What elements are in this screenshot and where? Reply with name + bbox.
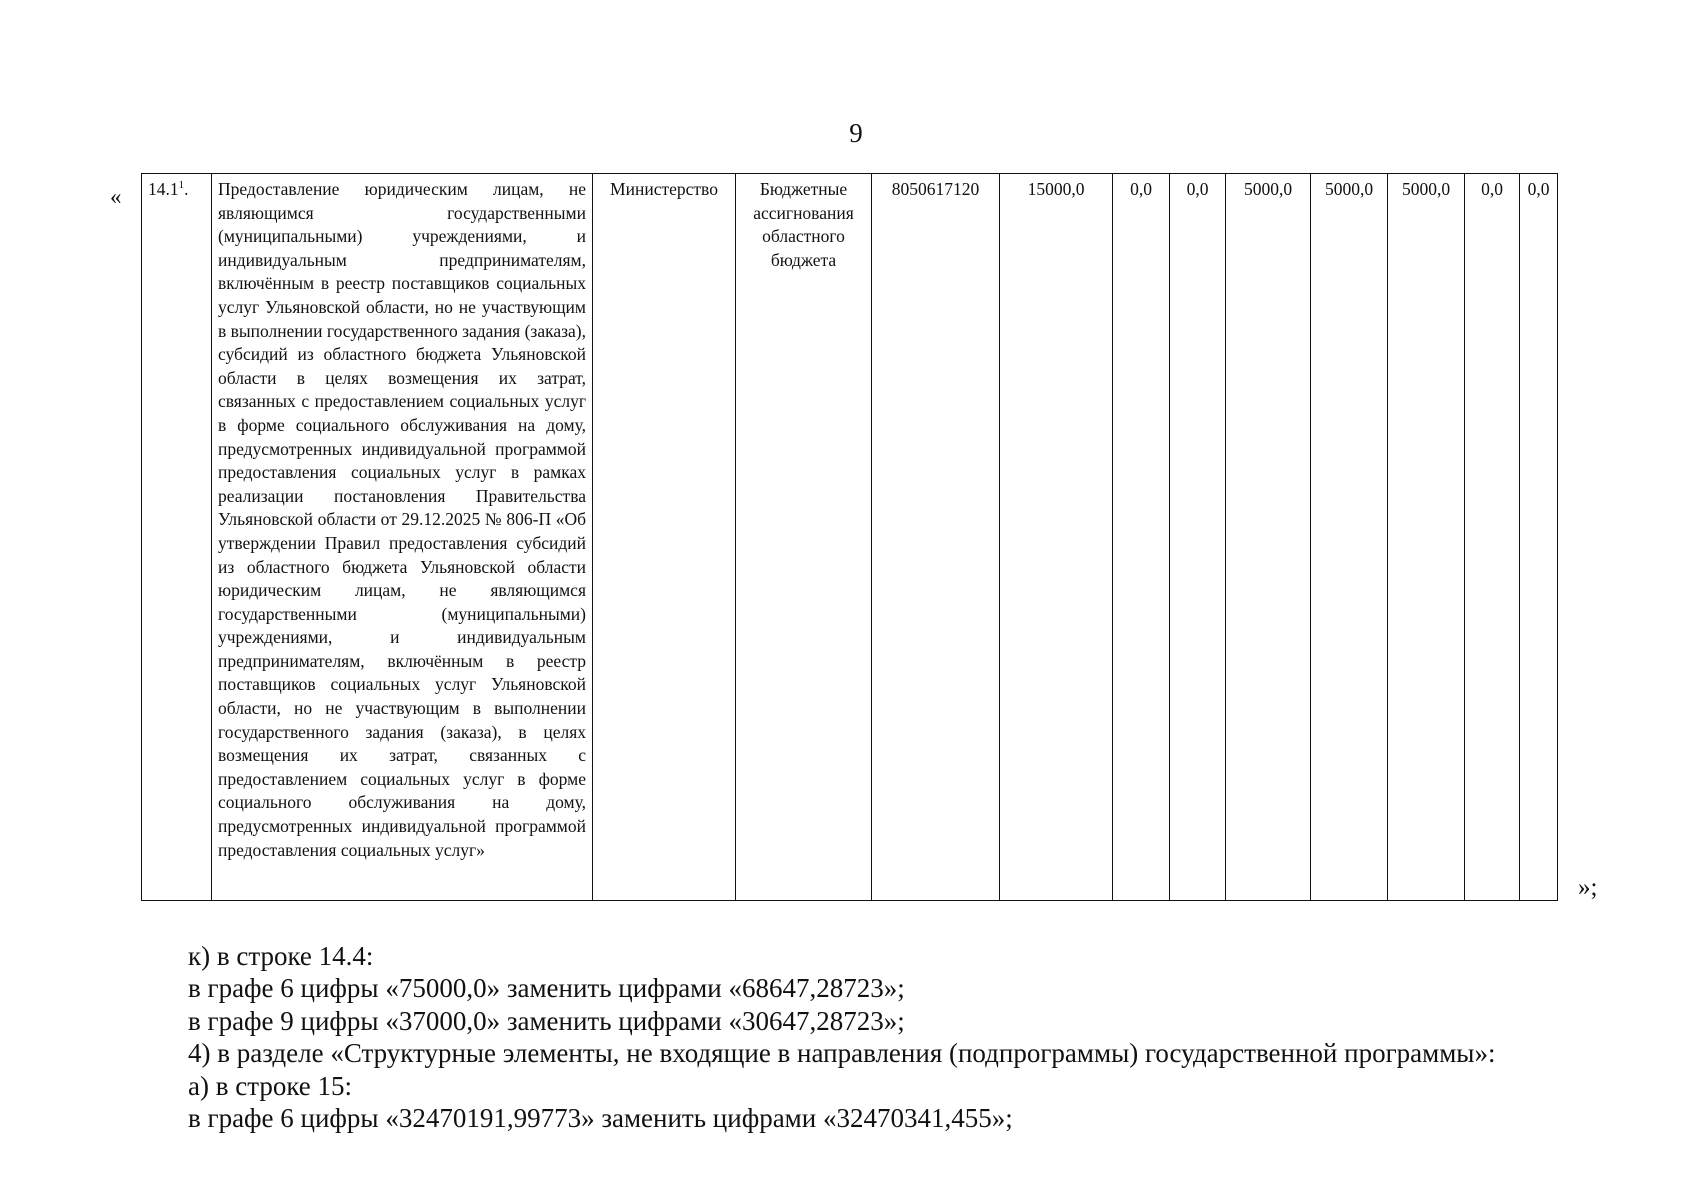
- row-value: 5000,0: [1324, 179, 1374, 199]
- row-value: 5000,0: [1401, 179, 1451, 199]
- row-budget-code-cell: [872, 174, 1000, 901]
- row-budget-code: 8050617120: [891, 179, 980, 199]
- program-table-row: [141, 173, 1558, 901]
- amendment-text: [188, 940, 1648, 1134]
- row-executor: Министерство: [610, 179, 718, 199]
- closing-quote-mark: »;: [1578, 874, 1598, 901]
- amendment-line: в графе 9 цифры «37000,0» заменить цифрами «30647,28723»;: [188, 1005, 905, 1036]
- row-value: 0,0: [1130, 179, 1152, 199]
- opening-quote-mark: «: [110, 184, 122, 209]
- row-value: 0,0: [1186, 179, 1209, 199]
- row-value-cell: [1311, 174, 1388, 901]
- row-value: 5000,0: [1243, 179, 1293, 199]
- row-description-cell: [212, 174, 593, 901]
- row-value-cell: [1113, 174, 1170, 901]
- row-number-cell: [142, 174, 212, 901]
- row-value: 0,0: [1481, 179, 1503, 199]
- amendment-line: а) в строке 15:: [188, 1070, 353, 1101]
- row-value-cell: [1226, 174, 1311, 901]
- amendment-line: 4) в разделе «Структурные элементы, не входящие в направления (подпрограммы) государственной программы»:: [188, 1038, 1496, 1069]
- row-total: 15000,0: [1027, 179, 1085, 199]
- row-value-cell: [1520, 174, 1558, 901]
- row-executor-cell: [593, 174, 736, 901]
- table-row: [142, 174, 1558, 901]
- row-number-suffix: .: [184, 179, 189, 199]
- row-number: 14.1: [148, 179, 179, 199]
- row-value-cell: [1170, 174, 1226, 901]
- amendment-line: в графе 6 цифры «75000,0» заменить цифрами «68647,28723»;: [188, 973, 905, 1004]
- row-value-cell: [1388, 174, 1465, 901]
- row-number-superscript: 1: [178, 179, 185, 192]
- row-funding-source: Бюджетные ассигнования областного бюджета: [753, 179, 854, 270]
- row-value: 0,0: [1527, 179, 1550, 199]
- row-total-cell: [1000, 174, 1113, 901]
- row-funding-source-cell: [736, 174, 872, 901]
- row-value-cell: [1465, 174, 1520, 901]
- row-description: Предоставление юридическим лицам, не являющимся государственными (муниципальными) учреждениями, и индивидуальным предпринимателям, включённым в реестр поставщиков социальных услуг Ульяновской области, но не участвующим в выполнении государственного задания (заказа), субсидий из областного бюджета Ульяновской области в целях возмещения их затрат, связанных с предоставлением социальных услуг в форме социального обслуживания на дому, предусмотренных индивидуальной программой предоставления социальных услуг в рамках реализации постановления Правительства Ульяновской области от 29.12.2025 № 806-П «Об утверждении Правил предоставления субсидий из областного бюджета Ульяновской области юридическим лицам, не являющимся государственными (муниципальными) учреждениями, и индивидуальным предпринимателям, включённым в реестр поставщиков социальных услуг Ульяновской области, но не участвующим в выполнении государственного задания (заказа), в целях возмещения их затрат, связанных с предоставлением социальных услуг в форме социального обслуживания на дому, предусмотренных индивидуальной программой предоставления социальных услуг»: [218, 179, 587, 860]
- amendment-line: к) в строке 14.4:: [188, 941, 374, 971]
- amendment-line: в графе 6 цифры «32470191,99773» заменить цифрами «32470341,455»;: [188, 1103, 1013, 1134]
- page-number: 9: [849, 118, 863, 148]
